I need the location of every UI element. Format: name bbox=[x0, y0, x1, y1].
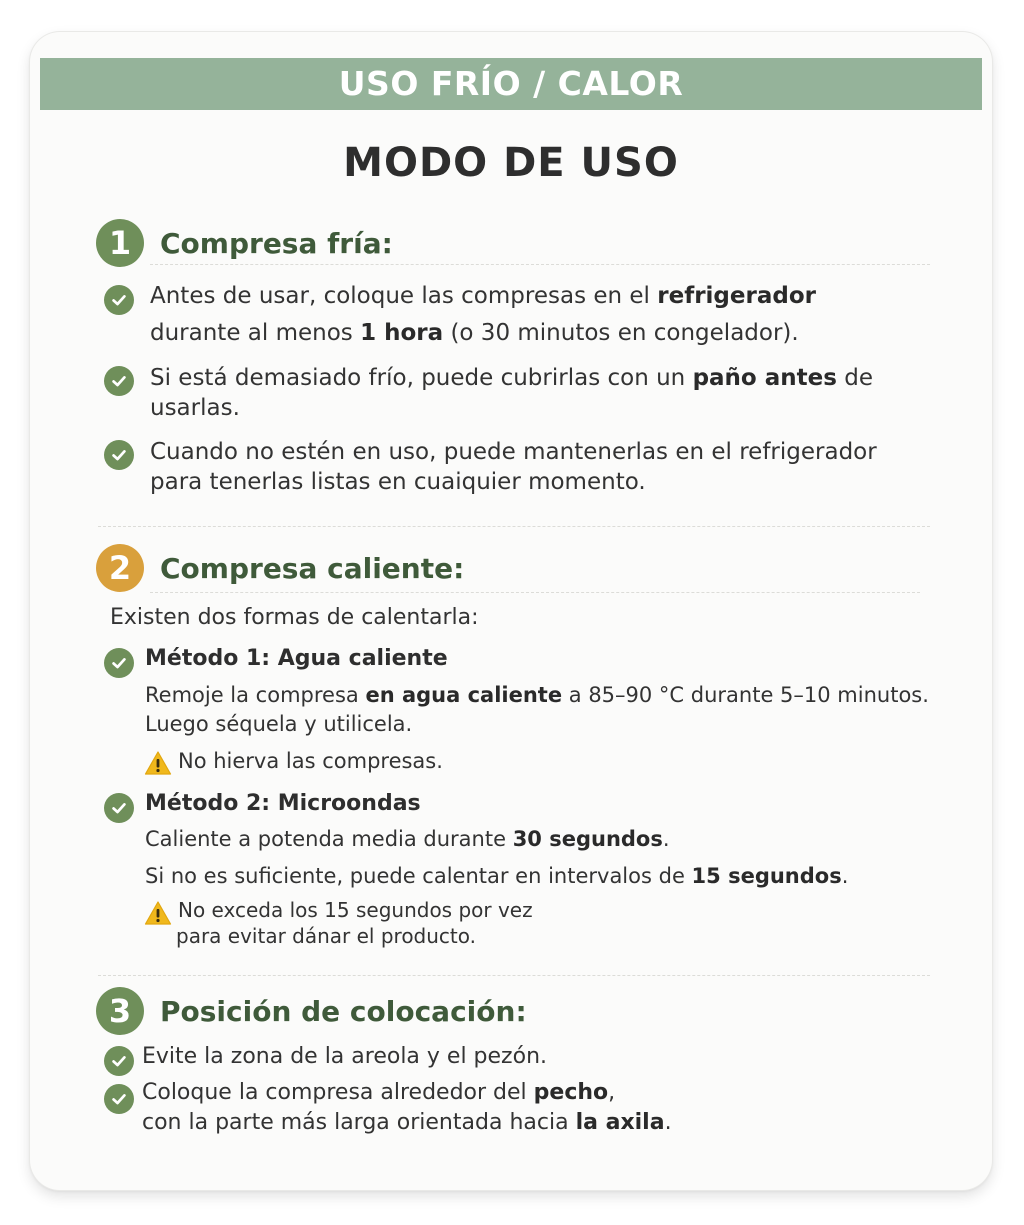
warning-icon bbox=[144, 750, 172, 776]
method-2-title: Método 2: Microondas bbox=[145, 791, 421, 816]
cold-item-3-line-1: Cuando no estén en uso, puede mantenerlas en el refrigerador bbox=[150, 439, 877, 465]
method-2-line-1: Caliente a potenda media durante 30 segundos. bbox=[145, 827, 670, 851]
check-icon bbox=[104, 1084, 134, 1114]
section-3-header bbox=[96, 987, 527, 1035]
warning-icon bbox=[144, 900, 172, 926]
hot-intro: Existen dos formas de calentarla: bbox=[110, 605, 479, 630]
check-icon bbox=[104, 440, 134, 470]
section-3-title: Posición de colocación: bbox=[160, 994, 527, 1028]
page-title: MODO DE USO bbox=[343, 140, 679, 186]
divider bbox=[98, 975, 930, 976]
check-icon bbox=[104, 648, 134, 678]
cold-item-2-line-1: Si está demasiado frío, puede cubrirlas con un paño antes de bbox=[150, 365, 873, 391]
divider bbox=[150, 592, 920, 593]
header-banner: USO FRÍO / CALOR bbox=[40, 58, 982, 110]
section-number-1: 1 bbox=[96, 219, 144, 267]
cold-item-1-line-2: durante al menos 1 hora (o 30 minutos en congelador). bbox=[150, 320, 799, 346]
method-1-line-1: Remoje la compresa en agua caliente a 85–90 °C durante 5–10 minutos. bbox=[145, 683, 929, 707]
check-icon bbox=[104, 366, 134, 396]
method-1-warning: No hierva las compresas. bbox=[178, 749, 443, 773]
section-1-title: Compresa fría: bbox=[160, 226, 393, 260]
section-1-header bbox=[96, 219, 393, 267]
cold-item-1-line-1: Antes de usar, coloque las compresas en el refrigerador bbox=[150, 283, 816, 309]
check-icon bbox=[104, 793, 134, 823]
section-2-header bbox=[96, 544, 464, 592]
check-icon bbox=[104, 285, 134, 315]
cold-item-3-line-2: para tenerlas listas en cuaiquier momento. bbox=[150, 469, 646, 495]
divider bbox=[150, 264, 930, 265]
method-2-line-2: Si no es suficiente, puede calentar en intervalos de 15 segundos. bbox=[145, 864, 849, 888]
section-number-2: 2 bbox=[96, 544, 144, 592]
cold-item-2-line-2: usarlas. bbox=[150, 395, 240, 421]
section-number-3: 3 bbox=[96, 987, 144, 1035]
instruction-card bbox=[30, 32, 992, 1190]
method-1-line-2: Luego séquela y utilicela. bbox=[145, 712, 413, 736]
placement-item-1: Evite la zona de la areola y el pezón. bbox=[142, 1044, 548, 1069]
divider bbox=[98, 526, 930, 527]
check-icon bbox=[104, 1046, 134, 1076]
method-1-title: Método 1: Agua caliente bbox=[145, 646, 448, 671]
placement-item-2-line-1: Coloque la compresa alrededor del pecho, bbox=[142, 1080, 616, 1105]
method-2-warning-line-1: No exceda los 15 segundos por vez bbox=[178, 898, 533, 922]
method-2-warning-line-2: para evitar dánar el producto. bbox=[176, 924, 477, 948]
placement-item-2-line-2: con la parte más larga orientada hacia la axila. bbox=[142, 1110, 672, 1135]
section-2-title: Compresa caliente: bbox=[160, 551, 465, 585]
